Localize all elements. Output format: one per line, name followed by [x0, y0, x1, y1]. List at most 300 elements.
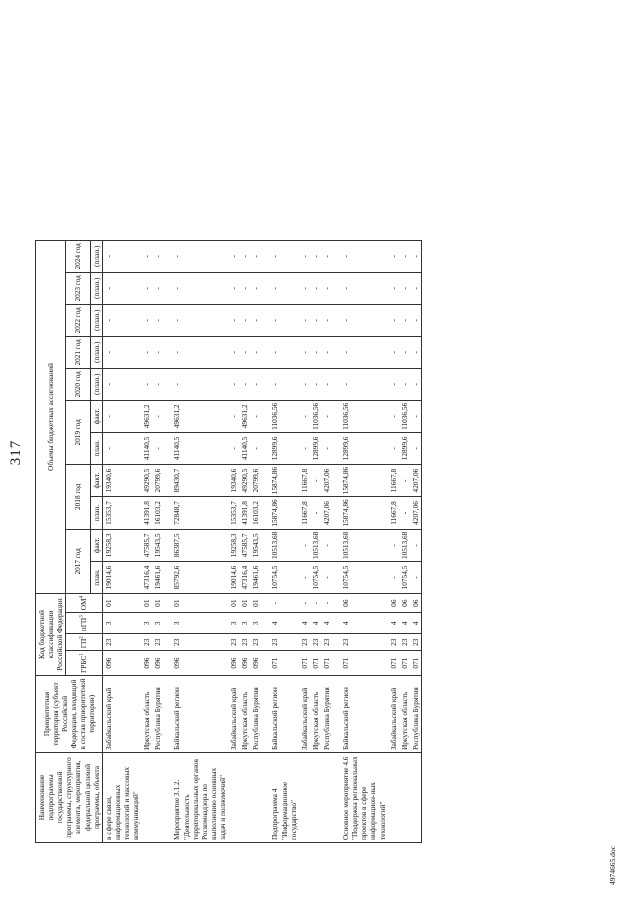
cell-2024: -	[239, 240, 250, 272]
cell-2022: -	[321, 304, 332, 336]
spacer-cell	[261, 336, 269, 368]
cell-pgp: 4	[269, 613, 298, 634]
cell-2019-plan: -	[102, 432, 141, 464]
header-year-2021: 2021 год	[66, 336, 90, 368]
header-year-2020: 2020 год	[66, 368, 90, 400]
header-year-2017: 2017 год	[66, 529, 90, 593]
cell-2020: -	[299, 368, 310, 400]
cell-2021: -	[250, 336, 261, 368]
spacer-cell	[163, 368, 171, 400]
table-row	[310, 240, 321, 842]
cell-pgp: 3	[152, 613, 163, 634]
cell-2017-fact: 19258,3	[102, 529, 141, 561]
cell-grbs: 071	[299, 651, 310, 676]
spacer-cell	[261, 634, 269, 651]
header-plan: план.	[90, 432, 102, 464]
table-row	[141, 240, 152, 842]
header-plan-paren: (план.)	[90, 336, 102, 368]
row-territory: Республика Бурятия	[250, 676, 261, 753]
cell-2017-plan: 19461,6	[250, 562, 261, 594]
spacer-cell	[332, 634, 340, 651]
cell-grbs: 071	[410, 651, 422, 676]
cell-2017-plan: 10754,5	[399, 562, 410, 594]
row-spacer	[332, 240, 340, 842]
table-row	[299, 240, 310, 842]
cell-2020: -	[239, 368, 250, 400]
cell-2024: -	[152, 240, 163, 272]
spacer-cell	[332, 336, 340, 368]
cell-2024: -	[310, 240, 321, 272]
cell-2019-fact: -	[410, 400, 422, 432]
spacer-cell	[163, 634, 171, 651]
row-territory: Забайкальский край	[388, 676, 399, 753]
header-grbs: ГРБС$^1$	[66, 651, 102, 676]
cell-2019-plan: -	[321, 432, 332, 464]
cell-grbs: 071	[321, 651, 332, 676]
cell-2018-fact: 20799,6	[152, 464, 163, 496]
cell-2017-plan: 19014,6	[228, 562, 239, 594]
cell-2023: -	[152, 272, 163, 304]
cell-grbs: 096	[228, 651, 239, 676]
cell-2018-plan: -	[310, 497, 321, 529]
cell-om: 01	[102, 594, 141, 613]
cell-gp: 23	[299, 634, 310, 651]
cell-2024: -	[102, 240, 141, 272]
cell-2018-plan: -	[399, 497, 410, 529]
table-row	[250, 240, 261, 842]
cell-2023: -	[228, 272, 239, 304]
spacer-cell	[332, 368, 340, 400]
cell-2017-fact: 47585,7	[141, 529, 152, 561]
cell-2018-fact: -	[310, 464, 321, 496]
cell-2018-fact: 19340,6	[102, 464, 141, 496]
cell-2022: -	[152, 304, 163, 336]
cell-2019-fact: -	[388, 400, 399, 432]
cell-2019-plan: -	[410, 432, 422, 464]
row-spacer	[261, 240, 269, 842]
cell-2019-plan: -	[228, 432, 239, 464]
cell-2018-plan: 4207,06	[410, 497, 422, 529]
cell-2022: -	[171, 304, 228, 336]
cell-2021: -	[399, 336, 410, 368]
spacer-cell	[163, 432, 171, 464]
spacer-cell	[261, 753, 269, 843]
cell-2017-fact: 47585,7	[239, 529, 250, 561]
spacer-cell	[332, 594, 340, 613]
table-row	[388, 240, 399, 842]
cell-2021: -	[340, 336, 388, 368]
cell-grbs: 096	[239, 651, 250, 676]
cell-gp: 23	[102, 634, 141, 651]
spacer-cell	[261, 368, 269, 400]
row-spacer	[163, 240, 171, 842]
header-year-2023: 2023 год	[66, 272, 90, 304]
cell-2022: -	[228, 304, 239, 336]
header-year-2019: 2019 год	[66, 400, 90, 464]
budget-table	[35, 240, 422, 843]
cell-2017-plan: 10754,5	[340, 562, 388, 594]
cell-2024: -	[340, 240, 388, 272]
spacer-cell	[332, 497, 340, 529]
spacer-cell	[163, 529, 171, 561]
cell-2017-fact: 19258,3	[228, 529, 239, 561]
cell-2019-fact: -	[152, 400, 163, 432]
cell-grbs: 071	[340, 651, 388, 676]
cell-pgp: 4	[321, 613, 332, 634]
cell-gp: 23	[250, 634, 261, 651]
cell-2018-fact: 4207,06	[410, 464, 422, 496]
row-territory: Забайкальский край	[228, 676, 239, 753]
cell-2018-plan: 15874,86	[340, 497, 388, 529]
cell-2018-fact: 49290,5	[141, 464, 152, 496]
cell-2018-plan: 4207,06	[321, 497, 332, 529]
cell-2022: -	[102, 304, 141, 336]
spacer-cell	[261, 497, 269, 529]
row-territory: Байкальский регион	[340, 676, 388, 753]
header-volume-group: Объемы бюджетных ассигнований	[36, 240, 66, 593]
cell-2018-plan: 16103,2	[250, 497, 261, 529]
cell-2017-fact: -	[321, 529, 332, 561]
table-row	[152, 240, 163, 842]
cell-pgp: 4	[410, 613, 422, 634]
cell-2019-fact: 11036,56	[399, 400, 410, 432]
cell-2018-fact: 11667,8	[299, 464, 310, 496]
cell-pgp: 4	[340, 613, 388, 634]
header-plan-paren: (план.)	[90, 240, 102, 272]
cell-2020: -	[340, 368, 388, 400]
row-territory: Байкальский регион	[171, 676, 228, 753]
cell-grbs: 071	[399, 651, 410, 676]
spacer-cell	[261, 304, 269, 336]
spacer-cell	[332, 613, 340, 634]
spacer-cell	[163, 336, 171, 368]
row-territory: Иркутская область	[239, 676, 250, 753]
header-fact: факт.	[90, 529, 102, 561]
cell-2020: -	[388, 368, 399, 400]
cell-gp: 23	[141, 634, 152, 651]
cell-om: 06	[399, 594, 410, 613]
spacer-cell	[261, 432, 269, 464]
cell-2019-fact: 49631,2	[141, 400, 152, 432]
row-name	[141, 753, 152, 843]
row-territory: Байкальский регион	[269, 676, 298, 753]
cell-2024: -	[141, 240, 152, 272]
cell-2024: -	[171, 240, 228, 272]
cell-2019-plan: 12899,6	[269, 432, 298, 464]
cell-2017-fact: 19543,5	[250, 529, 261, 561]
header-code-group: Код бюджетной классификации Российской Федерации	[36, 594, 66, 676]
spacer-cell	[163, 272, 171, 304]
cell-2017-fact: 19543,5	[152, 529, 163, 561]
cell-2019-fact: -	[299, 400, 310, 432]
header-plan: план.	[90, 497, 102, 529]
cell-grbs: 071	[269, 651, 298, 676]
cell-om: 06	[410, 594, 422, 613]
cell-2017-plan: 19014,6	[102, 562, 141, 594]
cell-grbs: 071	[310, 651, 321, 676]
cell-pgp: 3	[250, 613, 261, 634]
cell-2021: -	[388, 336, 399, 368]
cell-2019-plan: -	[388, 432, 399, 464]
cell-2018-fact: 11667,8	[388, 464, 399, 496]
cell-2023: -	[250, 272, 261, 304]
row-name	[321, 753, 332, 843]
spacer-cell	[261, 562, 269, 594]
header-plan-paren: (план.)	[90, 368, 102, 400]
cell-2023: -	[141, 272, 152, 304]
spacer-cell	[261, 464, 269, 496]
cell-2018-fact: -	[399, 464, 410, 496]
cell-om: 01	[141, 594, 152, 613]
header-fact: факт.	[90, 400, 102, 432]
cell-pgp: 4	[299, 613, 310, 634]
spacer-cell	[261, 594, 269, 613]
cell-2023: -	[399, 272, 410, 304]
table-row	[239, 240, 250, 842]
cell-gp: 23	[171, 634, 228, 651]
cell-2017-plan: -	[388, 562, 399, 594]
spacer-cell	[261, 529, 269, 561]
cell-2020: -	[152, 368, 163, 400]
row-territory: Иркутская область	[310, 676, 321, 753]
cell-om: 01	[250, 594, 261, 613]
cell-2023: -	[269, 272, 298, 304]
cell-2020: -	[228, 368, 239, 400]
header-plan-paren: (план.)	[90, 272, 102, 304]
cell-2017-plan: 47316,4	[239, 562, 250, 594]
cell-2024: -	[321, 240, 332, 272]
cell-2017-fact: 10513,68	[310, 529, 321, 561]
cell-2021: -	[171, 336, 228, 368]
cell-2017-plan: -	[299, 562, 310, 594]
cell-2022: -	[310, 304, 321, 336]
cell-2020: -	[321, 368, 332, 400]
header-fact: факт.	[90, 464, 102, 496]
cell-2024: -	[269, 240, 298, 272]
spacer-cell	[163, 304, 171, 336]
spacer-cell	[332, 464, 340, 496]
cell-2023: -	[388, 272, 399, 304]
cell-2024: -	[388, 240, 399, 272]
cell-2018-fact: 19340,6	[228, 464, 239, 496]
cell-2019-plan: -	[152, 432, 163, 464]
cell-2017-plan: 10754,5	[269, 562, 298, 594]
spacer-cell	[261, 400, 269, 432]
row-name	[388, 753, 399, 843]
cell-2018-fact: 49290,5	[239, 464, 250, 496]
cell-2019-plan: 12899,6	[340, 432, 388, 464]
header-plan-paren: (план.)	[90, 304, 102, 336]
document-id: 4974665.doc	[608, 846, 617, 885]
cell-2019-fact: 11036,56	[310, 400, 321, 432]
cell-2017-plan: 10754,5	[310, 562, 321, 594]
cell-pgp: 4	[388, 613, 399, 634]
spacer-cell	[332, 562, 340, 594]
cell-2024: -	[299, 240, 310, 272]
spacer-cell	[163, 676, 171, 753]
spacer-cell	[163, 753, 171, 843]
cell-2017-plan: -	[321, 562, 332, 594]
cell-2024: -	[250, 240, 261, 272]
cell-2018-fact: 20799,6	[250, 464, 261, 496]
row-name	[239, 753, 250, 843]
spacer-cell	[261, 613, 269, 634]
spacer-cell	[261, 651, 269, 676]
row-name	[399, 753, 410, 843]
row-territory: Забайкальский край	[299, 676, 310, 753]
cell-grbs: 096	[152, 651, 163, 676]
cell-2018-plan: 41391,8	[141, 497, 152, 529]
spacer-cell	[163, 240, 171, 272]
cell-2017-fact: 10513,68	[399, 529, 410, 561]
cell-2018-fact: 15874,86	[269, 464, 298, 496]
cell-2019-plan: 41140,5	[171, 432, 228, 464]
cell-om: 01	[171, 594, 228, 613]
header-year-2024: 2024 год	[66, 240, 90, 272]
cell-2021: -	[152, 336, 163, 368]
row-name	[299, 753, 310, 843]
header-plan: план.	[90, 562, 102, 594]
spacer-cell	[163, 562, 171, 594]
cell-2022: -	[299, 304, 310, 336]
cell-2024: -	[399, 240, 410, 272]
cell-2018-plan: 11667,8	[388, 497, 399, 529]
cell-2019-plan: 41140,5	[141, 432, 152, 464]
cell-2019-plan: -	[299, 432, 310, 464]
row-territory: Иркутская область	[141, 676, 152, 753]
cell-2018-fact: 4207,06	[321, 464, 332, 496]
cell-2021: -	[310, 336, 321, 368]
cell-2018-plan: 15353,7	[102, 497, 141, 529]
cell-2017-plan: 47316,4	[141, 562, 152, 594]
cell-2020: -	[410, 368, 422, 400]
cell-pgp: 3	[102, 613, 141, 634]
cell-om: -	[310, 594, 321, 613]
cell-2021: -	[410, 336, 422, 368]
cell-2017-fact: 86387,5	[171, 529, 228, 561]
cell-2019-plan: 12899,6	[399, 432, 410, 464]
table-row	[410, 240, 422, 842]
cell-gp: 23	[269, 634, 298, 651]
cell-2020: -	[269, 368, 298, 400]
cell-2018-plan: 72848,7	[171, 497, 228, 529]
cell-2023: -	[102, 272, 141, 304]
row-name: Мероприятие 3.1.2. "Деятельность территориальных органов Роскомнадзора по выполнению основных задач и полномочий"	[171, 753, 228, 843]
cell-2019-fact: -	[250, 400, 261, 432]
cell-2021: -	[299, 336, 310, 368]
cell-2023: -	[310, 272, 321, 304]
row-name	[310, 753, 321, 843]
row-territory: Республика Бурятия	[152, 676, 163, 753]
cell-2017-plan: 85792,6	[171, 562, 228, 594]
cell-om: -	[269, 594, 298, 613]
spacer-cell	[261, 676, 269, 753]
cell-pgp: 3	[228, 613, 239, 634]
table-row	[171, 240, 228, 842]
cell-2023: -	[340, 272, 388, 304]
spacer-cell	[163, 497, 171, 529]
cell-2021: -	[239, 336, 250, 368]
row-name: Подпрограмма 4 "Информационное государство"	[269, 753, 298, 843]
cell-2019-plan: 41140,5	[239, 432, 250, 464]
spacer-cell	[332, 304, 340, 336]
cell-2020: -	[399, 368, 410, 400]
cell-2020: -	[310, 368, 321, 400]
spacer-cell	[332, 753, 340, 843]
table-row	[321, 240, 332, 842]
cell-2019-fact: 11036,56	[340, 400, 388, 432]
cell-grbs: 071	[388, 651, 399, 676]
cell-gp: 23	[152, 634, 163, 651]
cell-2021: -	[228, 336, 239, 368]
cell-2024: -	[228, 240, 239, 272]
spacer-cell	[163, 464, 171, 496]
cell-2022: -	[340, 304, 388, 336]
cell-om: 01	[239, 594, 250, 613]
spacer-cell	[332, 400, 340, 432]
cell-grbs: 096	[102, 651, 141, 676]
cell-2019-fact: 11036,56	[269, 400, 298, 432]
cell-gp: 23	[410, 634, 422, 651]
cell-2022: -	[239, 304, 250, 336]
spacer-cell	[332, 272, 340, 304]
spacer-cell	[332, 676, 340, 753]
row-name	[410, 753, 422, 843]
cell-pgp: 3	[141, 613, 152, 634]
cell-om: 01	[228, 594, 239, 613]
cell-2024: -	[410, 240, 422, 272]
header-pgp: пГП$^3$	[66, 613, 102, 634]
spacer-cell	[261, 240, 269, 272]
spacer-cell	[163, 594, 171, 613]
cell-2020: -	[141, 368, 152, 400]
table-row	[340, 240, 388, 842]
cell-2022: -	[269, 304, 298, 336]
cell-2023: -	[321, 272, 332, 304]
cell-2018-fact: 15874,86	[340, 464, 388, 496]
row-territory: Республика Бурятия	[321, 676, 332, 753]
cell-pgp: 3	[239, 613, 250, 634]
header-name: Наименование подпрограммы государственной программы, структурного элемента, мероприятия, федеральной целевой программы, объекта	[36, 753, 103, 843]
header-territory: Приоритетная территория (субъект Российской Федерации, входящий в состав приоритетной территории)	[36, 676, 103, 753]
row-name	[228, 753, 239, 843]
cell-gp: 23	[239, 634, 250, 651]
header-year-2018: 2018 год	[66, 464, 90, 529]
cell-gp: 23	[340, 634, 388, 651]
cell-2021: -	[321, 336, 332, 368]
cell-grbs: 096	[171, 651, 228, 676]
table-row	[228, 240, 239, 842]
cell-gp: 23	[228, 634, 239, 651]
page-number: 317	[8, 439, 24, 466]
cell-2017-fact: -	[299, 529, 310, 561]
cell-2019-fact: -	[228, 400, 239, 432]
cell-2017-fact: -	[388, 529, 399, 561]
cell-2017-fact: -	[410, 529, 422, 561]
cell-2023: -	[239, 272, 250, 304]
header-gp: $ГП^2$	[66, 634, 102, 651]
cell-gp: 23	[321, 634, 332, 651]
cell-grbs: 096	[250, 651, 261, 676]
cell-2022: -	[410, 304, 422, 336]
cell-grbs: 096	[141, 651, 152, 676]
cell-2022: -	[250, 304, 261, 336]
spacer-cell	[332, 651, 340, 676]
row-name: Основное мероприятие 4.6 "Поддержка региональных проектов в сфере информацион-ных технологий"	[340, 753, 388, 843]
cell-2017-fact: 10513,68	[340, 529, 388, 561]
cell-2017-plan: 19461,6	[152, 562, 163, 594]
cell-2018-plan: 15874,86	[269, 497, 298, 529]
